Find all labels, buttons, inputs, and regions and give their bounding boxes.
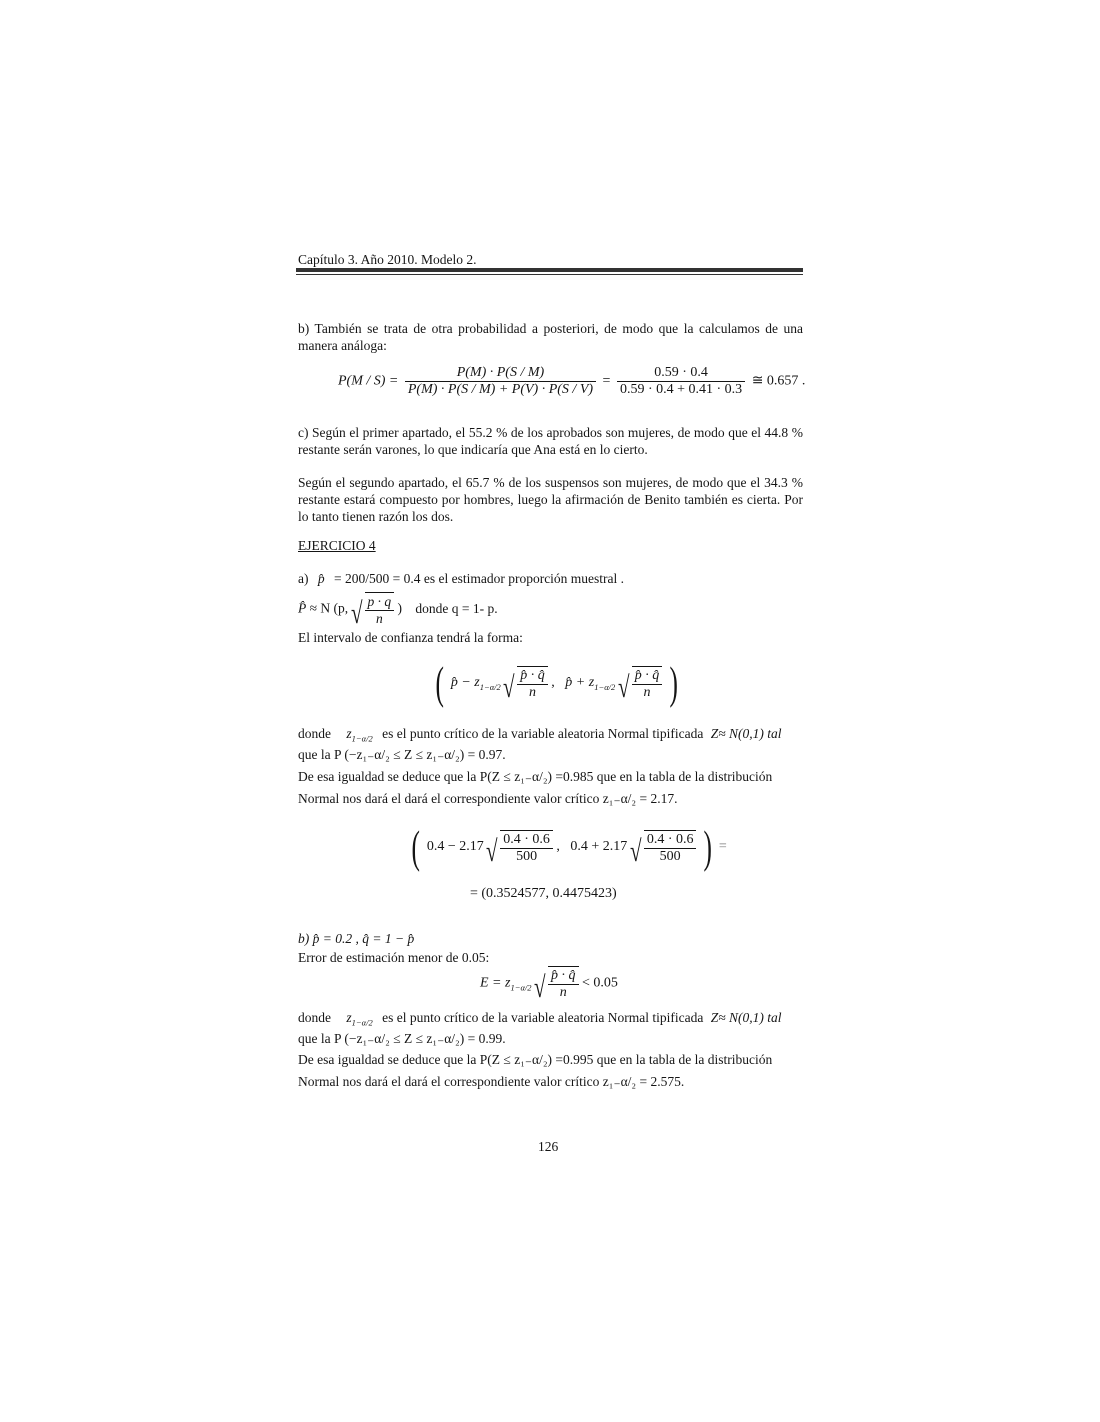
section-c-text-2: Según el segundo apartado, el 65.7 % de los suspensos son mujeres, de modo que el 34.3 % restante estará compuesto por hombres, luego la afirmación de Benito también es cierta. Por lo tanto tienen razón los dos.	[298, 475, 803, 524]
bayes-numerator-numeric: 0.59 · 0.4	[654, 365, 708, 380]
part-b-z-line-4: Normal nos dará el dará el correspondiente valor crítico z₁₋α/₂ = 2.575.	[298, 1074, 685, 1089]
bayes-equation: P(M / S) = $\frac{P(M) \cdot P(S / M)}{P(M) \cdot P(S / M) + P(V) \cdot P(S / V)}$ = $\frac{0.59 \cdot 0.4}{0.59 \cdot 0.4 + 0.41 \cdot 0.3}$ ≅ 0.657 .	[338, 365, 806, 397]
header-rule-thick	[296, 268, 803, 272]
sqrt-pq-n: √ $\frac{p \cdot q}{n}$	[352, 592, 395, 627]
part-b-line-1: b) p̂ = 0.2 , q̂ = 1 − p̂	[298, 931, 415, 946]
part-a-line-3: El intervalo de confianza tendrá la forma:	[298, 630, 523, 645]
part-a-z-line-3: De esa igualdad se deduce que la P(Z ≤ z₁₋α/₂) =0.985 que en la tabla de la distribución	[298, 769, 773, 784]
part-a-label: a)	[298, 571, 309, 586]
bayes-result: ≅ 0.657 .	[751, 373, 806, 389]
part-a-estimator-text: = 200/500 = 0.4 es el estimador proporción muestral .	[334, 571, 625, 586]
bayes-fraction-numeric	[617, 365, 745, 398]
chapter-header: Capítulo 3. Año 2010. Modelo 2.	[298, 252, 477, 267]
part-a-distribution: ≈ N (p,	[309, 600, 349, 616]
exercise-title: EJERCICIO 4	[298, 538, 376, 553]
part-b-z-line-2: que la P (−z₁₋α/₂ ≤ Z ≤ z₁₋α/₂) = 0.99.	[298, 1031, 506, 1046]
bayes-lhs: P(M / S) =	[338, 373, 399, 389]
part-a-line-1: a) p̂ = 200/500 = 0.4 es el estimador proporción muestral .	[298, 571, 625, 586]
header-rule-thin	[296, 274, 803, 275]
page-number: 126	[538, 1139, 559, 1154]
bayes-denominator: P(M) · P(S / M) + P(V) · P(S / V)	[405, 381, 596, 398]
part-a-line-2: P̂ ≈ N (p, √ $\frac{p \cdot q}{n}$ ) donde q = 1- p.	[298, 592, 498, 627]
bayes-fraction-symbolic	[405, 365, 596, 398]
part-a-z-line-4: Normal nos dará el dará el correspondiente valor crítico z₁₋α/₂ = 2.17.	[298, 791, 678, 806]
bayes-denominator-numeric: 0.59 · 0.4 + 0.41 · 0.3	[617, 381, 745, 398]
numeric-interval: ( 0.4 − 2.17 √ $\frac{0.4 \cdot 0.6}{500}$ , 0.4 + 2.17 √ $\frac{0.4 \cdot 0.6}{500}$ ) =	[408, 824, 727, 870]
error-equation: $E = z_{1-\alpha/2}$ √ $\frac{p̂ \cdot q̂}{n}$ < 0.05	[480, 966, 618, 1001]
bayes-numerator: P(M) · P(S / M)	[456, 365, 545, 380]
part-b-z-line-3: De esa igualdad se deduce que la P(Z ≤ z₁₋α/₂) =0.995 que en la tabla de la distribución	[298, 1052, 773, 1067]
part-b-z-line-1: donde $z_{1-\alpha/2}$ es el punto crítico de la variable aleatoria Normal tipificada Z≈ N(0,1) tal	[298, 1010, 782, 1028]
part-b-line-2: Error de estimación menor de 0.05:	[298, 950, 490, 965]
interval-result: = (0.3524577, 0.4475423)	[470, 886, 617, 901]
part-a-z-line-2: que la P (−z₁₋α/₂ ≤ Z ≤ z₁₋α/₂) = 0.97.	[298, 747, 506, 762]
part-a-q-definition: donde q = 1- p.	[415, 600, 498, 616]
section-c-text-1: c) Según el primer apartado, el 55.2 % de los aprobados son mujeres, de modo que el 44.8 % restante serán varones, lo que indicaría que Ana está en lo cierto.	[298, 425, 803, 457]
confidence-interval-formula: ( p̂ − $z_{1-\alpha/2}$ √ $\frac{p̂ \cdot q̂}{n}$ , p̂ + $z_{1-\alpha/2}$ √ $\frac{p̂ \cdot q̂}{n}$ )	[432, 660, 681, 706]
section-b-text: b) También se trata de otra probabilidad a posteriori, de modo que la calculamos de una manera análoga:	[298, 321, 803, 353]
part-a-z-line-1: donde $z_{1-\alpha/2}$ es el punto crítico de la variable aleatoria Normal tipificada Z≈ N(0,1) tal	[298, 726, 782, 744]
